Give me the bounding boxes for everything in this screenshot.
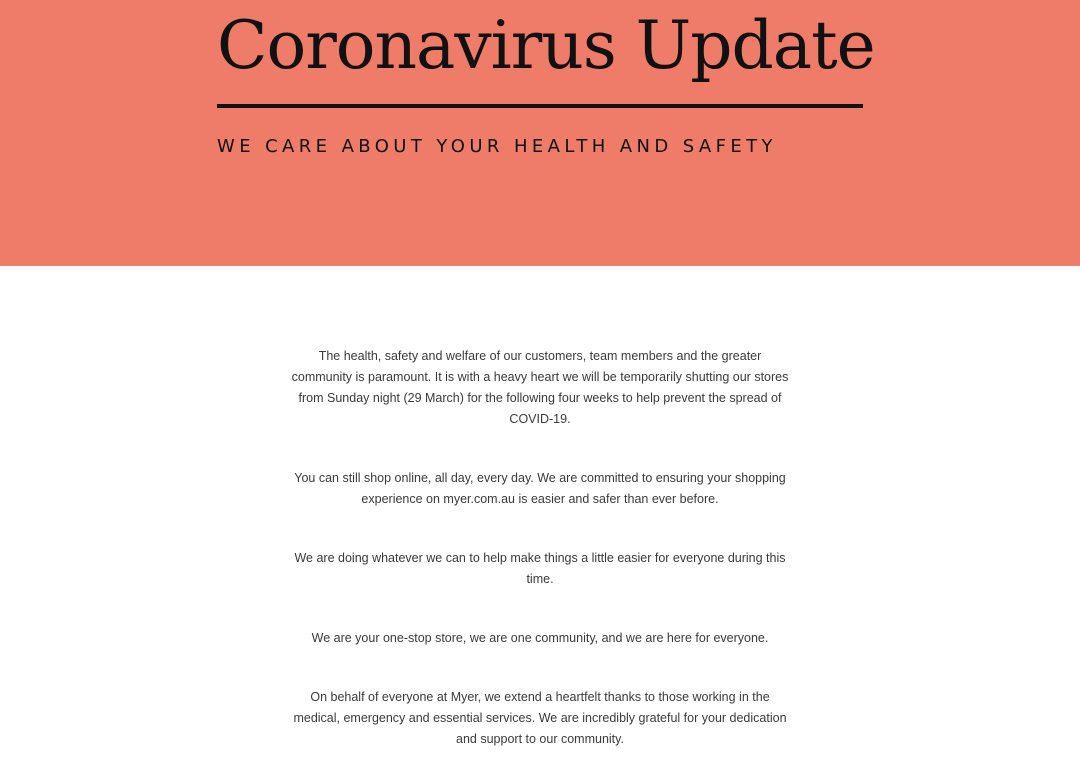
announcement-paragraph: You can still shop online, all day, every day. We are committed to ensuring your shopping experience on myer.com.au is easier and safer than ever before. — [294, 471, 786, 506]
page-subtitle: WE CARE ABOUT YOUR HEALTH AND SAFETY — [217, 136, 777, 157]
hero-banner — [0, 0, 1080, 266]
announcement-paragraph: We are doing whatever we can to help make things a little easier for everyone during this time. — [294, 551, 786, 586]
announcement-paragraph: The health, safety and welfare of our customers, team members and the greater community is paramount. It is with a heavy heart we will be temporarily shutting our stores from Sunday night (29 March) for the following four weeks to help prevent the spread of COVID-19. — [291, 349, 789, 426]
announcement-paragraph: On behalf of everyone at Myer, we extend a heartfelt thanks to those working in the medical, emergency and essential services. We are incredibly grateful for your dedication and support to our community. — [293, 690, 787, 746]
announcement-paragraph: We are your one-stop store, we are one community, and we are here for everyone. — [311, 631, 769, 645]
title-divider — [217, 104, 863, 108]
page-title: Coronavirus Update — [217, 7, 875, 84]
announcement-body — [290, 346, 790, 750]
